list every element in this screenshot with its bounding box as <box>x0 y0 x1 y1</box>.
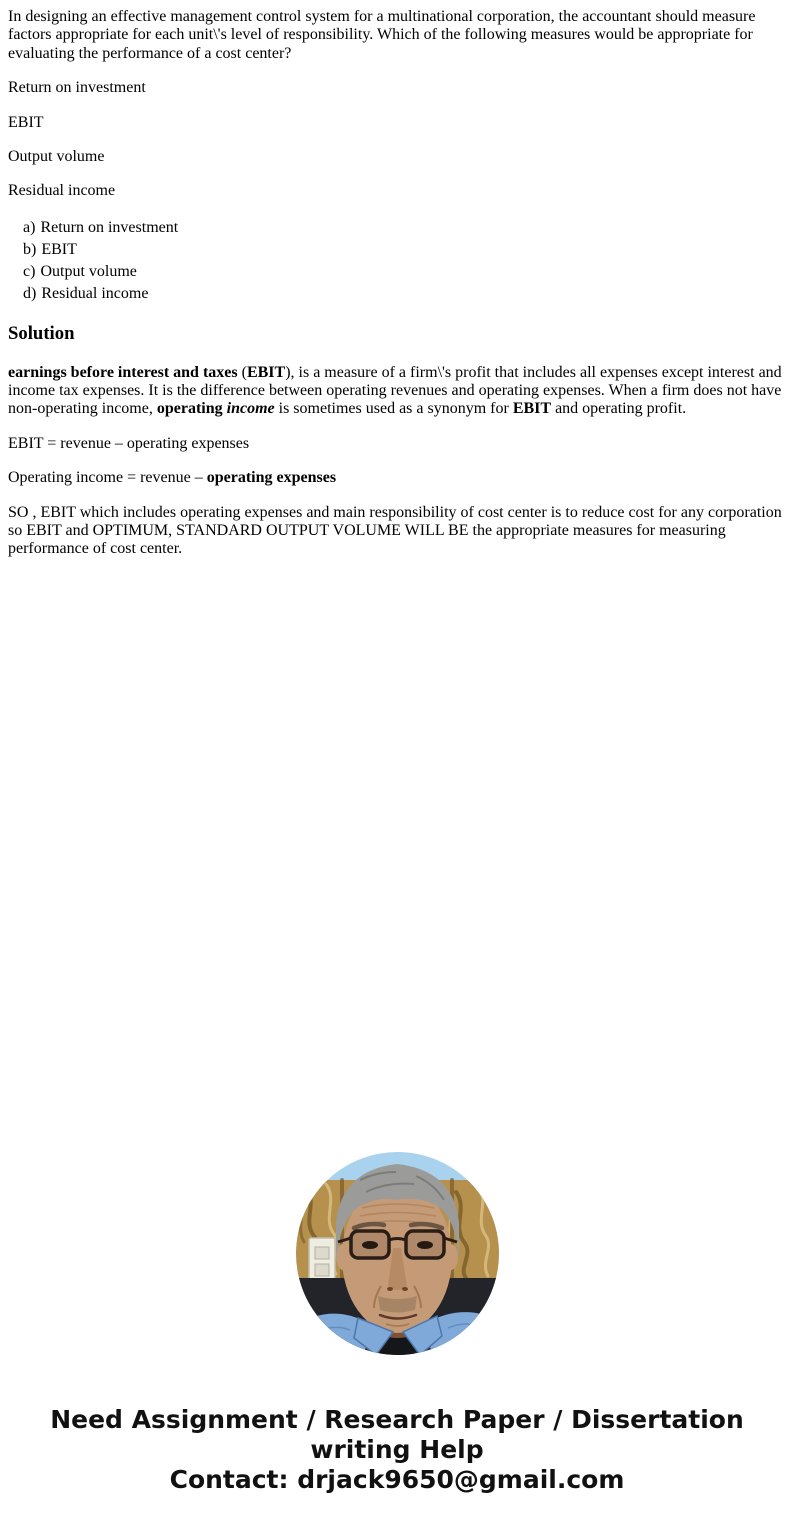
option-letter: c) <box>23 262 36 280</box>
option-letter: d) <box>23 284 37 302</box>
solution-ebit-definition: earnings before interest and taxes (EBIT), is a measure of a firm\'s profit that includes all expenses except interest and income tax expenses. It is the difference between operating revenues and operating expenses. When a firm does not have non-operating income, operating income is sometimes used as a synonym for EBIT and operating profit. <box>8 363 782 418</box>
tutor-photo-icon <box>296 1152 499 1355</box>
option-label: EBIT <box>41 240 77 258</box>
banner-contact-email: Contact: drjack9650@gmail.com <box>169 1464 625 1494</box>
answer-option-d <box>23 283 786 305</box>
question-intro: In designing an effective management control system for a multinational corporation, the accountant should measure factors appropriate for each unit\'s level of responsibility. Which of the following measures would be appropriate for evaluating the performance of a cost center? <box>8 8 756 62</box>
option-paragraph-output-volume: Output volume <box>8 147 105 165</box>
option-label: Return on investment <box>40 218 179 236</box>
option-paragraph-ebit: EBIT <box>8 113 44 131</box>
option-paragraph-residual-income: Residual income <box>8 182 116 200</box>
solution-conclusion: SO , EBIT which includes operating expenses and main responsibility of cost center is to reduce cost for any corporation so EBIT and OPTIMUM, STANDARD OUTPUT VOLUME WILL BE the appropriate measures for measuring performance of cost center. <box>8 503 782 558</box>
option-paragraph-roi: Return on investment <box>8 79 146 97</box>
answer-options-list <box>8 217 786 305</box>
banner-line-2: writing Help <box>310 1434 484 1464</box>
option-label: Output volume <box>40 262 137 280</box>
answer-option-a <box>23 217 786 239</box>
option-label: Residual income <box>41 284 149 302</box>
answer-option-c <box>23 261 786 283</box>
option-letter: a) <box>23 218 36 236</box>
solution-heading: Solution <box>8 323 75 345</box>
content-gap <box>8 575 786 1152</box>
banner-line-1: Need Assignment / Research Paper / Dissertation <box>50 1404 744 1434</box>
formula-ebit: EBIT = revenue – operating expenses <box>8 434 250 452</box>
help-banner <box>8 1405 786 1495</box>
answer-option-b <box>23 239 786 261</box>
formula-operating-income: Operating income = revenue – operating expenses <box>8 469 337 487</box>
document-body <box>8 8 786 1515</box>
option-letter: b) <box>23 240 37 258</box>
avatar <box>8 1152 786 1355</box>
